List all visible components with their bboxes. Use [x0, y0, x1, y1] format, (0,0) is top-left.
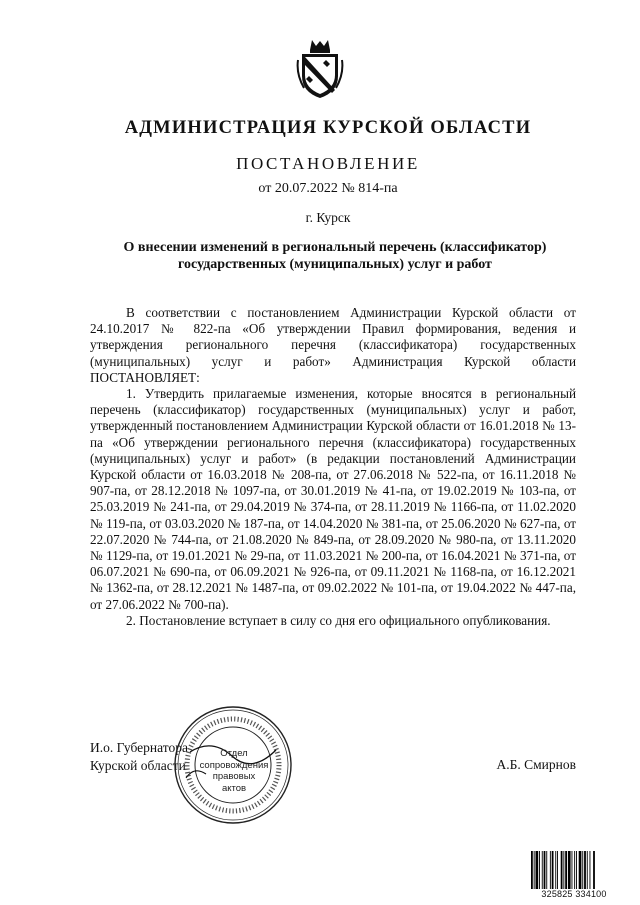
body-paragraph: 2. Постановление вступает в силу со дня его официального опубликования. — [126, 612, 551, 628]
signatory-name: А.Б. Смирнов — [496, 757, 576, 772]
signatory-position-line: И.о. Губернатора — [90, 740, 189, 755]
body-paragraph: В соответствии с постановлением Администрации Курской области от 24.10.2017 № 822-па «Об утверждении Правил формирования, ведения и утверждения регионального перечня (классификатора) государственных (муниципальных) услуг и работ» Администрация Курской области ПОСТАНОВЛЯЕТ: — [90, 305, 576, 385]
document-body — [90, 305, 576, 629]
subject-line: О внесении изменений в региональный перечень (классификатор) — [123, 240, 547, 255]
stamp-line: правовых — [212, 771, 256, 782]
stamp-text — [196, 748, 272, 794]
signatory-position-line: Курской области — [90, 758, 186, 773]
stamp-line: сопровождения — [199, 759, 269, 771]
organization-title: АДМИНИСТРАЦИЯ КУРСКОЙ ОБЛАСТИ — [124, 118, 532, 138]
document-date-number: от 20.07.2022 № 814-па — [258, 181, 398, 196]
body-paragraph: 1. Утвердить прилагаемые изменения, которые вносятся в региональный перечень (классификатор) государственных (муниципальных) услуг и работ, утвержденный постановлением Администрации Курской области от 16.01.2018 № 13-па «Об утверждении регионального перечня (классификатора) государственных (муниципальных) услуг и работ» (в редакции постановлений Администрации Курской области от 16.03.2018 № 208-па, от 27.06.2018 № 522-па, от 16.11.2018 № 907-па, от 28.12.2018 № 1097-па, от 30.01.2019 № 41-па, от 19.02.2019 № 103-па, от 25.03.2019 № 241-па, от 29.04.2019 № 374-па, от 28.11.2019 № 1166-па, от 11.02.2020 № 119-па, от 03.03.2020 № 187-па, от 14.04.2020 № 381-па, от 25.06.2020 № 627-па, от 22.07.2020 № 744-па, от 21.08.2020 № 849-па, от 28.09.2020 № 980-па, от 13.11.2020 № 1129-па, от 19.01.2021 № 29-па, от 11.03.2021 № 200-па, от 16.04.2021 № 371-па, от 06.07.2021 № 690-па, от 06.09.2021 № 926-па, от 09.11.2021 № 1168-па, от 16.12.2021 № 1362-па, от 28.12.2021 № 1487-па, от 09.02.2022 № 101-па, от 19.04.2022 № 447-па, от 27.06.2022 № 700-па). — [90, 386, 576, 612]
barcode-icon — [530, 851, 618, 889]
subject-line: государственных (муниципальных) услуг и работ — [178, 257, 492, 272]
document-type: ПОСТАНОВЛЕНИЕ — [236, 154, 420, 173]
document-subject — [60, 239, 610, 273]
document-city: г. Курск — [305, 210, 351, 225]
coat-of-arms-icon — [296, 38, 344, 100]
barcode-number: 325825 334100 — [541, 889, 607, 899]
stamp-line: актов — [221, 782, 247, 794]
stamp-line: Отдел — [220, 748, 248, 759]
